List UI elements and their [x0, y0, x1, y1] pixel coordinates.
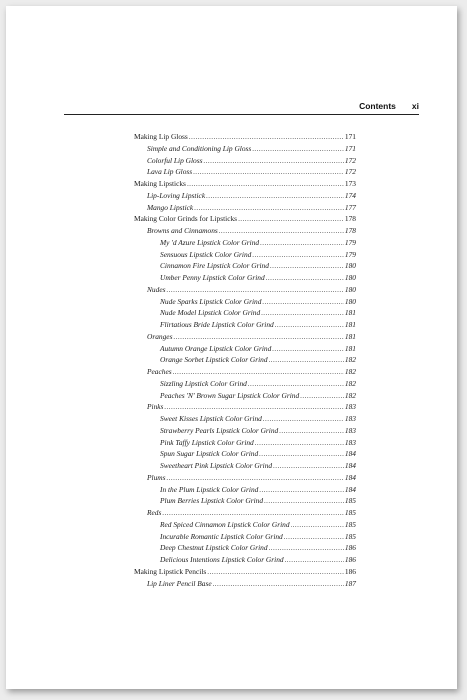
toc-entry-label: Lip Liner Pencil Base — [147, 578, 212, 588]
dot-leader — [269, 542, 344, 554]
toc-entry-label: Spun Sugar Lipstick Color Grind — [160, 449, 259, 459]
dot-leader — [194, 202, 344, 214]
toc-entry — [134, 166, 356, 178]
toc-entry-label: Reds — [147, 508, 162, 517]
toc-entry — [134, 401, 356, 413]
dot-leader — [166, 284, 343, 296]
toc-entry-page: 186 — [344, 543, 356, 553]
toc-entry-page: 174 — [344, 190, 356, 200]
dot-leader — [189, 131, 344, 143]
toc-entry-label: Plums — [147, 472, 166, 482]
dot-leader — [284, 531, 344, 543]
toc-entry-label: Sweetheart Pink Lipstick Color Grind — [160, 461, 273, 470]
toc-entry-page: 184 — [344, 461, 356, 470]
toc-entry — [134, 178, 356, 190]
toc-entry-label: Deep Chestnut Lipstick Color Grind — [160, 543, 268, 553]
toc-entry-page: 183 — [344, 414, 356, 423]
dot-leader — [252, 143, 344, 155]
toc-entry-label: Making Lipstick Pencils — [134, 566, 207, 576]
toc-entry-page: 179 — [344, 237, 356, 247]
toc-entry-page: 181 — [344, 320, 356, 329]
toc-entry-label: Incurable Romantic Lipstick Color Grind — [160, 531, 283, 541]
dot-leader — [260, 237, 344, 249]
toc-entry — [134, 390, 356, 402]
dot-leader — [206, 190, 344, 202]
toc-entry-page: 186 — [344, 566, 356, 576]
dot-leader — [173, 366, 344, 378]
toc-entry — [134, 237, 356, 249]
toc-entry-page: 184 — [344, 484, 356, 494]
toc-entry — [134, 319, 356, 331]
toc-entry-label: Sweet Kisses Lipstick Color Grind — [160, 414, 262, 423]
toc-entry — [134, 507, 356, 519]
toc-entry-page: 181 — [344, 331, 356, 341]
running-header — [64, 98, 419, 115]
toc-entry-page: 184 — [344, 472, 356, 482]
dot-leader — [270, 260, 344, 272]
dot-leader — [252, 249, 344, 261]
header-title: Contents — [359, 101, 396, 111]
toc-entry-page: 178 — [344, 226, 356, 235]
toc-entry — [134, 472, 356, 484]
header-page-number: xi — [411, 101, 419, 111]
dot-leader — [263, 413, 344, 425]
toc-entry-page: 185 — [344, 508, 356, 517]
toc-entry-label: Red Spiced Cinnamon Lipstick Color Grind — [160, 519, 290, 529]
toc-entry — [134, 366, 356, 378]
toc-entry-page: 183 — [344, 437, 356, 447]
toc-entry — [134, 495, 356, 507]
toc-entry-page: 185 — [344, 496, 356, 506]
dot-leader — [207, 566, 344, 578]
toc-entry — [134, 213, 356, 225]
toc-entry-page: 171 — [344, 143, 356, 153]
toc-entry-label: Flirtatious Bride Lipstick Color Grind — [160, 320, 274, 329]
dot-leader — [275, 319, 344, 331]
toc-entry-page: 183 — [344, 425, 356, 435]
toc-entry — [134, 296, 356, 308]
toc-entry-label: Simple and Conditioning Lip Gloss — [147, 143, 252, 153]
toc-entry-page: 180 — [344, 261, 356, 271]
toc-entry-page: 183 — [344, 402, 356, 412]
toc-entry — [134, 354, 356, 366]
dot-leader — [248, 378, 344, 390]
dot-leader — [164, 401, 343, 413]
toc-entry-page: 182 — [344, 367, 356, 376]
toc-entry — [134, 249, 356, 261]
toc-entry — [134, 202, 356, 214]
toc-entry-label: Nude Sparks Lipstick Color Grind — [160, 296, 262, 306]
toc-entry-page: 172 — [344, 167, 356, 177]
toc-entry-label: Lava Lip Gloss — [147, 167, 193, 177]
dot-leader — [255, 437, 344, 449]
toc-entry-page: 181 — [344, 343, 356, 353]
toc-entry — [134, 425, 356, 437]
toc-entry — [134, 143, 356, 155]
toc-entry-page: 173 — [344, 179, 356, 188]
dot-leader — [187, 178, 344, 190]
dot-leader — [291, 519, 344, 531]
toc-entry-label: Mango Lipstick — [147, 202, 194, 212]
toc-entry-page: 181 — [344, 308, 356, 318]
toc-entry-label: In the Plum Lipstick Color Grind — [160, 484, 259, 494]
dot-leader — [285, 554, 344, 566]
toc-entry — [134, 519, 356, 531]
toc-entry-label: Nude Model Lipstick Color Grind — [160, 308, 261, 318]
toc-entry-label: Sizzling Lipstick Color Grind — [160, 378, 247, 388]
dot-leader — [266, 272, 344, 284]
dot-leader — [193, 166, 344, 178]
toc-entry-page: 184 — [344, 449, 356, 459]
toc-entry — [134, 437, 356, 449]
toc-entry-label: Peaches — [147, 367, 172, 376]
toc-entry — [134, 190, 356, 202]
toc-entry-page: 182 — [344, 378, 356, 388]
toc-entry-page: 185 — [344, 531, 356, 541]
toc-entry-page: 185 — [344, 519, 356, 529]
dot-leader — [173, 331, 343, 343]
toc-entry-label: Orange Sorbet Lipstick Color Grind — [160, 355, 268, 365]
toc-entry — [134, 284, 356, 296]
toc-entry-label: Oranges — [147, 331, 173, 341]
dot-leader — [166, 472, 343, 484]
dot-leader — [203, 155, 343, 167]
toc-entry-label: Strawberry Pearls Lipstick Color Grind — [160, 425, 279, 435]
dot-leader — [261, 307, 344, 319]
table-of-contents — [134, 131, 356, 589]
dot-leader — [213, 578, 344, 590]
toc-entry — [134, 307, 356, 319]
dot-leader — [300, 390, 344, 402]
dot-leader — [272, 343, 344, 355]
toc-entry-page: 177 — [344, 202, 356, 212]
toc-entry — [134, 531, 356, 543]
toc-entry-page: 182 — [344, 390, 356, 400]
toc-entry-label: Plum Berries Lipstick Color Grind — [160, 496, 264, 506]
toc-entry — [134, 260, 356, 272]
toc-entry-label: Peaches 'N' Brown Sugar Lipstick Color Grind — [160, 390, 300, 400]
toc-entry-page: 180 — [344, 273, 356, 282]
toc-entry — [134, 131, 356, 143]
toc-entry-page: 182 — [344, 355, 356, 365]
dot-leader — [273, 460, 344, 472]
toc-entry — [134, 155, 356, 167]
toc-entry — [134, 542, 356, 554]
toc-entry — [134, 272, 356, 284]
toc-entry-label: Making Color Grinds for Lipsticks — [134, 214, 238, 224]
toc-entry-label: Nudes — [147, 284, 166, 294]
toc-entry-page: 179 — [344, 249, 356, 259]
toc-entry — [134, 343, 356, 355]
toc-entry — [134, 448, 356, 460]
toc-entry-label: Delicious Intentions Lipstick Color Grind — [160, 555, 284, 564]
dot-leader — [269, 354, 344, 366]
toc-entry-label: Umber Penny Lipstick Color Grind — [160, 273, 265, 282]
toc-entry-label: Autumn Orange Lipstick Color Grind — [160, 343, 272, 353]
toc-entry-page: 180 — [344, 296, 356, 306]
toc-entry-label: Pinks — [147, 402, 164, 412]
toc-entry — [134, 578, 356, 590]
toc-entry — [134, 566, 356, 578]
dot-leader — [259, 448, 344, 460]
toc-entry-label: Cinnamon Fire Lipstick Color Grind — [160, 261, 269, 271]
toc-entry-label: Sensuous Lipstick Color Grind — [160, 249, 252, 259]
toc-entry-label: Pink Taffy Lipstick Color Grind — [160, 437, 254, 447]
document-page — [6, 6, 457, 689]
toc-entry-page: 180 — [344, 284, 356, 294]
toc-entry-page: 178 — [344, 214, 356, 224]
toc-entry — [134, 460, 356, 472]
toc-entry-page: 171 — [344, 132, 356, 141]
toc-entry — [134, 225, 356, 237]
toc-entry-page: 187 — [344, 578, 356, 588]
dot-leader — [279, 425, 344, 437]
dot-leader — [262, 296, 343, 308]
toc-entry-label: Making Lip Gloss — [134, 132, 188, 141]
toc-entry-label: Making Lipsticks — [134, 179, 186, 188]
dot-leader — [238, 213, 344, 225]
toc-entry-label: Colorful Lip Gloss — [147, 155, 203, 165]
toc-entry — [134, 331, 356, 343]
toc-entry — [134, 378, 356, 390]
toc-entry — [134, 554, 356, 566]
dot-leader — [264, 495, 344, 507]
dot-leader — [219, 225, 344, 237]
dot-leader — [162, 507, 344, 519]
toc-entry-page: 172 — [344, 155, 356, 165]
toc-entry-label: Browns and Cinnamons — [147, 226, 218, 235]
toc-entry — [134, 484, 356, 496]
dot-leader — [259, 484, 344, 496]
toc-entry — [134, 413, 356, 425]
toc-entry-page: 186 — [344, 555, 356, 564]
toc-entry-label: My 'd Azure Lipstick Color Grind — [160, 237, 260, 247]
toc-entry-label: Lip-Loving Lipstick — [147, 190, 206, 200]
